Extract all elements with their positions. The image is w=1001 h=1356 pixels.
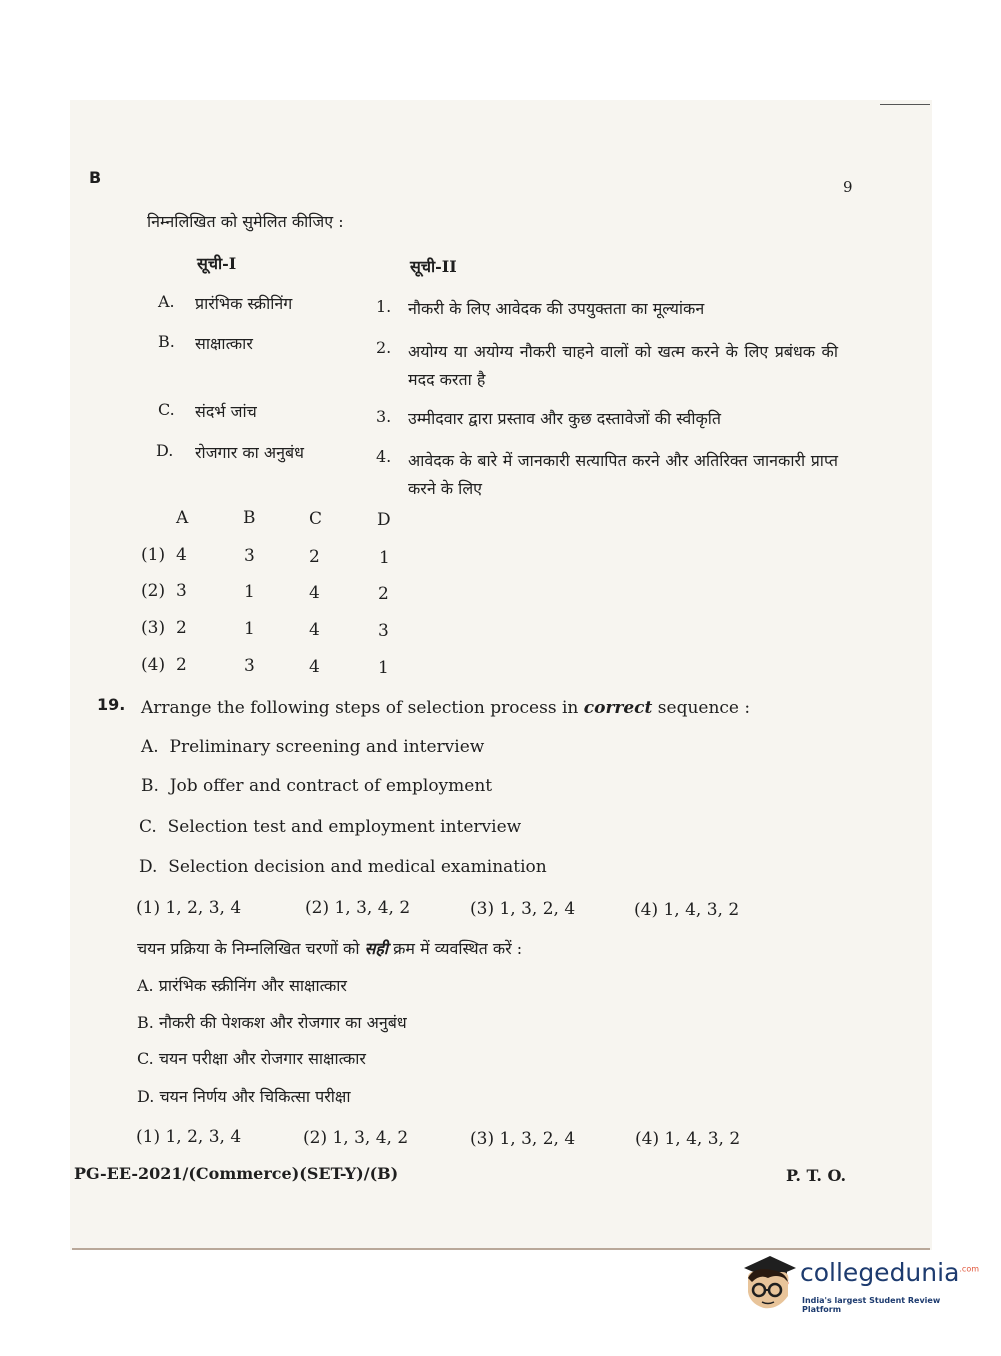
list2-title: सूची-II (410, 257, 457, 276)
q19-option: (4) 1, 4, 3, 2 (634, 900, 740, 920)
q19-hindi-option: (1) 1, 2, 3, 4 (136, 1127, 242, 1147)
option-value: 4 (176, 545, 187, 565)
paper-code: PG-EE-2021/(Commerce)(SET-Y)/(B) (74, 1164, 399, 1183)
option-header: B (243, 508, 256, 528)
option-label: (2) (141, 581, 166, 601)
option-value: 1 (378, 658, 389, 678)
list1-item: संदर्भ जांच (195, 402, 257, 421)
list2-key: 4. (376, 447, 392, 466)
list2-key: 3. (376, 407, 392, 426)
list1-key: A. (158, 292, 175, 311)
option-value: 2 (309, 547, 320, 567)
list1-item: साक्षात्कार (195, 334, 253, 353)
option-value: 1 (379, 548, 390, 568)
brand-tagline: India's largest Student Review Platform (802, 1296, 941, 1314)
top-rule (880, 104, 930, 105)
list1-key: D. (156, 441, 174, 460)
q19-hindi-step: D. चयन निर्णय और चिकित्सा परीक्षा (137, 1087, 351, 1106)
option-value: 4 (309, 620, 320, 640)
page-number: 9 (843, 178, 853, 196)
bottom-rule (72, 1248, 930, 1250)
q19-hindi-option: (3) 1, 3, 2, 4 (470, 1129, 576, 1149)
q19-option: (2) 1, 3, 4, 2 (305, 898, 411, 918)
option-header: A (176, 508, 189, 528)
list2-item: आवेदक के बारे में जानकारी सत्यापित करने और अतिरिक्त जानकारी प्राप्त करने के लिए (408, 451, 838, 498)
q19-hindi-option: (2) 1, 3, 4, 2 (303, 1128, 409, 1148)
list1-title: सूची-I (197, 254, 237, 273)
list1-key: C. (158, 400, 175, 419)
q19-hindi-step: C. चयन परीक्षा और रोजगार साक्षात्कार (137, 1049, 366, 1068)
q19-hindi-step: B. नौकरी की पेशकश और रोजगार का अनुबंध (137, 1013, 407, 1032)
q19-option: (3) 1, 3, 2, 4 (470, 899, 576, 919)
option-value: 4 (309, 657, 320, 677)
option-value: 3 (244, 546, 255, 566)
option-value: 3 (378, 621, 389, 641)
list2-item: उम्मीदवार द्वारा प्रस्ताव और कुछ दस्तावेजों की स्वीकृति (408, 409, 722, 428)
option-value: 2 (176, 618, 187, 638)
option-label: (1) (141, 545, 166, 565)
option-value: 1 (244, 619, 255, 639)
option-header: C (309, 509, 323, 529)
mascot-icon (738, 1252, 798, 1314)
q18-instruction: निम्नलिखित को सुमेलित कीजिए : (147, 212, 344, 231)
list1-key: B. (158, 332, 175, 351)
list1-item: प्रारंभिक स्क्रीनिंग (195, 294, 293, 313)
q19-hindi-stem: चयन प्रक्रिया के निम्नलिखित चरणों को सही क्रम में व्यवस्थित करें : (137, 939, 523, 958)
q19-step: B. Job offer and contract of employment (141, 776, 493, 796)
list1-item: रोजगार का अनुबंध (195, 443, 304, 462)
option-value: 1 (244, 582, 255, 602)
list2-key: 1. (376, 297, 392, 316)
set-letter: B (89, 168, 102, 187)
q19-number: 19. (97, 695, 126, 714)
q19-step: A. Preliminary screening and interview (141, 737, 485, 757)
option-value: 2 (176, 655, 187, 675)
option-value: 4 (309, 583, 320, 603)
list2-key: 2. (376, 338, 392, 357)
option-header: D (377, 510, 391, 530)
q19-stem: Arrange the following steps of selection process in correct sequence : (141, 698, 751, 718)
list2-item: अयोग्य या अयोग्य नौकरी चाहने वालों को खत्म करने के लिए प्रबंधक की मदद करता है (408, 342, 838, 389)
collegedunia-watermark (738, 1252, 978, 1318)
q19-option: (1) 1, 2, 3, 4 (136, 898, 242, 918)
option-value: 2 (378, 584, 389, 604)
list2-item: नौकरी के लिए आवेदक की उपयुक्तता का मूल्यांकन (408, 299, 705, 318)
q19-step: D. Selection decision and medical examination (139, 857, 547, 877)
option-label: (3) (141, 618, 166, 638)
q19-hindi-step: A. प्रारंभिक स्क्रीनिंग और साक्षात्कार (137, 976, 347, 995)
brand-name: collegedunia$^{.com}$ (800, 1258, 980, 1287)
q19-step: C. Selection test and employment interview (139, 817, 522, 837)
pto-label: P. T. O. (786, 1166, 847, 1185)
option-value: 3 (176, 581, 187, 601)
option-value: 3 (244, 656, 255, 676)
option-label: (4) (141, 655, 166, 675)
q19-hindi-option: (4) 1, 4, 3, 2 (635, 1129, 741, 1149)
